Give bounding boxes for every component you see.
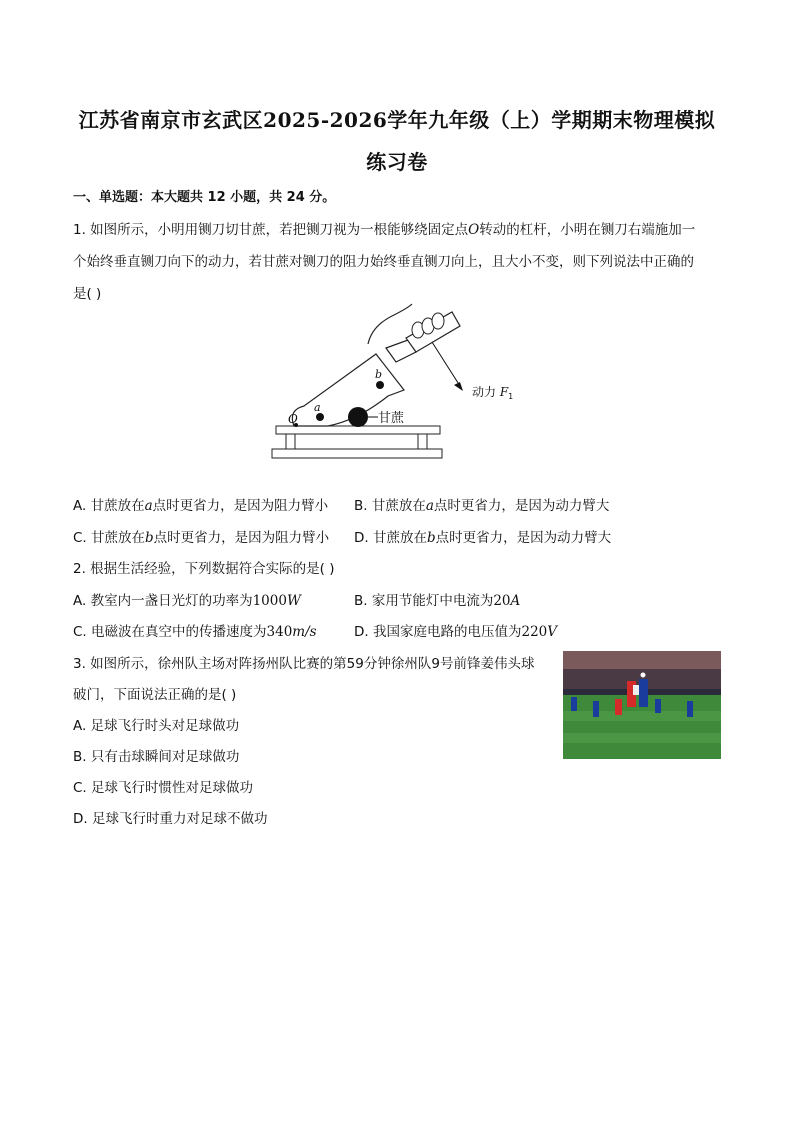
q2-option-c-unit: m/s [292, 624, 317, 640]
q2-option-b-text: B. 家用节能灯中电流为 [354, 593, 494, 609]
q2-option-a-unit: W [286, 593, 301, 609]
label-b: b [375, 368, 383, 381]
cutting-board-top [276, 426, 440, 434]
q2-option-d-text: D. 我国家庭电路的电压值为 [354, 624, 522, 640]
page-title-continued: 练习卷 [366, 150, 428, 174]
q3-option-d[interactable]: D. 足球飞行时重力对足球不做功 [73, 811, 268, 827]
q2-option-b-value: 20 [493, 593, 511, 609]
player-red [615, 699, 622, 715]
q2-option-c[interactable] [73, 620, 317, 640]
q1-point-o: O [468, 222, 480, 238]
point-b [376, 381, 384, 389]
player-blue [593, 701, 599, 717]
q3-option-c[interactable]: C. 足球飞行时惯性对足球做功 [73, 780, 254, 796]
cutting-board-base [272, 449, 442, 458]
q2-stem: 2. 根据生活经验，下列数据符合实际的是( ) [73, 561, 335, 577]
player-blue [687, 701, 693, 717]
label-force-symbol: F [499, 385, 509, 399]
photo-stand-upper [563, 651, 721, 669]
q1-option-a-text: 点时更省力，是因为阻力臂小 [152, 498, 329, 514]
q1-option-d[interactable] [354, 526, 611, 546]
force-arrow-head [454, 382, 463, 391]
q1-option-a-text: A. 甘蔗放在 [73, 498, 145, 514]
point-a [316, 413, 324, 421]
q1-option-b-text: 点时更省力，是因为动力臂大 [433, 498, 610, 514]
q3-option-a[interactable]: A. 足球飞行时头对足球做功 [73, 718, 240, 734]
q3-stem-line1: 3. 如图所示，徐州队主场对阵扬州队比赛的第59分钟徐州队9号前锋姜伟头球 [73, 656, 535, 672]
q1-option-c[interactable] [73, 526, 329, 546]
photo-pitch-stripe [563, 711, 721, 721]
q3-option-b[interactable]: B. 只有击球瞬间对足球做功 [73, 749, 240, 765]
label-force-text: 动力 [472, 385, 500, 399]
player-white [633, 685, 639, 695]
player-blue-heading [639, 679, 648, 707]
q1-stem-line2: 个始终垂直铡刀向下的动力，若甘蔗对铡刀的阻力始终垂直铡刀向上，且大小不变，则下列说法中正确的 [73, 254, 694, 270]
photo-pitch-stripe [563, 733, 721, 743]
q2-option-d[interactable] [354, 620, 557, 640]
q2-option-d-value: 220 [521, 624, 548, 640]
q1-stem-line3: 是( ) [73, 286, 102, 302]
force-arrow-line [432, 342, 460, 386]
q3-stem-line2: 破门，下面说法正确的是( ) [73, 687, 237, 703]
q1-option-b[interactable] [354, 494, 609, 514]
q1-stem-text: 转动的杠杆，小明在铡刀右端施加一 [479, 222, 696, 238]
q1-stem-text: 1. 如图所示，小明用铡刀切甘蔗，若把铡刀视为一根能够绕固定点 [73, 222, 469, 238]
football-photo [563, 651, 721, 759]
q1-option-d-text: 点时更省力，是因为动力臂大 [435, 530, 612, 546]
label-sugarcane: 甘蔗 [378, 411, 405, 426]
sugarcane [348, 407, 368, 427]
lever-diagram [268, 300, 538, 462]
section-heading: 一、单选题：本大题共 12 小题，共 24 分。 [73, 190, 336, 205]
q2-option-b[interactable] [354, 589, 520, 609]
board-leg-right [418, 434, 427, 449]
label-o: O [288, 412, 298, 426]
player-blue [571, 697, 577, 711]
q2-option-b-unit: A [510, 593, 521, 609]
q1-option-c-var: b [145, 530, 154, 546]
q1-option-d-text: D. 甘蔗放在 [354, 530, 427, 546]
label-force-subscript: 1 [508, 392, 514, 401]
q1-option-a[interactable] [73, 494, 328, 514]
q1-option-d-var: b [426, 530, 436, 546]
q2-option-a-text: A. 教室内一盏日光灯的功率为 [73, 593, 253, 609]
label-a: a [314, 401, 321, 414]
player-blue [655, 699, 661, 713]
page-title: 江苏省南京市玄武区2025-2026学年九年级（上）学期期末物理模拟 [78, 108, 716, 132]
photo-football [641, 673, 646, 678]
q1-option-a-var: a [144, 498, 153, 514]
q2-option-a[interactable] [73, 589, 301, 609]
q2-option-a-value: 1000 [252, 593, 287, 609]
q1-option-b-text: B. 甘蔗放在 [354, 498, 426, 514]
q2-option-c-value: 340 [266, 624, 293, 640]
board-leg-left [286, 434, 295, 449]
finger-3 [432, 313, 444, 329]
q2-option-c-text: C. 电磁波在真空中的传播速度为 [73, 624, 267, 640]
label-force [472, 384, 513, 401]
q1-option-c-text: C. 甘蔗放在 [73, 530, 146, 546]
q1-option-b-var: a [425, 498, 434, 514]
q2-option-d-unit: V [547, 624, 558, 640]
q1-stem-line1 [73, 218, 695, 238]
q1-option-c-text: 点时更省力，是因为阻力臂小 [153, 530, 330, 546]
